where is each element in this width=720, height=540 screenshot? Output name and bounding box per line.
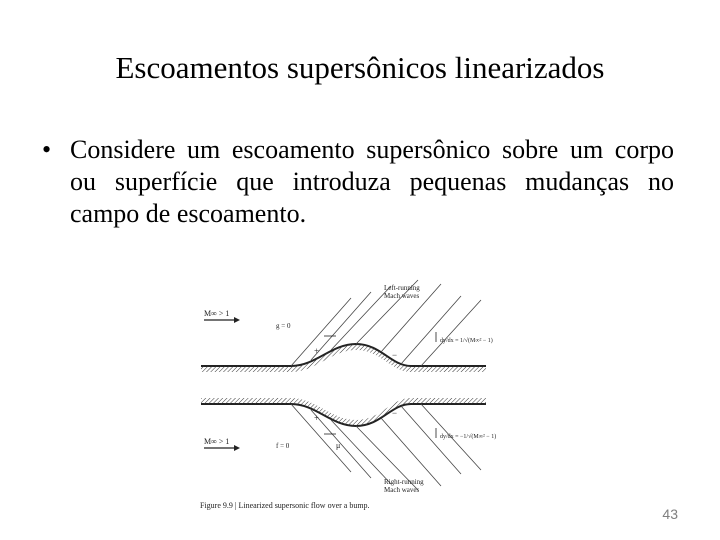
lower-wave-label-2: Mach waves (384, 486, 420, 494)
upper-flow-arrowhead (234, 317, 240, 323)
lower-hatch (201, 398, 486, 426)
figure-caption: Figure 9.9 | Linearized supersonic flow over a bump. (200, 501, 370, 510)
upper-slope-equation: dy/dx = 1/√(M∞² − 1) (440, 338, 493, 344)
upper-plus-sign: + (314, 346, 320, 356)
upper-hatch (201, 344, 486, 372)
lower-slope-equation: dy/dx = −1/√(M∞² − 1) (440, 434, 496, 440)
slide-title: Escoamentos supersônicos linearizados (115, 50, 605, 85)
bullet-mark: • (42, 135, 52, 164)
lower-minus-sign: − (392, 408, 398, 418)
figure-drawing (196, 276, 496, 516)
lower-mach-label: M∞ > 1 (204, 437, 230, 446)
lower-wave-label-1: Right-running (384, 478, 424, 486)
supersonic-bump-figure (196, 276, 496, 516)
upper-mach-label: M∞ > 1 (204, 309, 230, 318)
upper-wave-label-1: Left-running (384, 284, 420, 292)
mu-label: μ (336, 441, 341, 450)
lower-flow-arrowhead (234, 445, 240, 451)
bullet-text: Considere um escoamento supersônico sobre um corpo ou superfície que introduza pequenas mudanças no campo de escoamento. (70, 135, 674, 228)
lower-plus-sign: + (314, 413, 320, 423)
lower-freestream-label: f = 0 (276, 442, 290, 450)
upper-wave-label-2: Mach waves (384, 292, 420, 300)
upper-minus-sign: − (392, 350, 398, 360)
upper-freestream-label: g = 0 (276, 322, 291, 330)
page-number: 43 (662, 506, 678, 522)
bullet-item (42, 134, 674, 230)
